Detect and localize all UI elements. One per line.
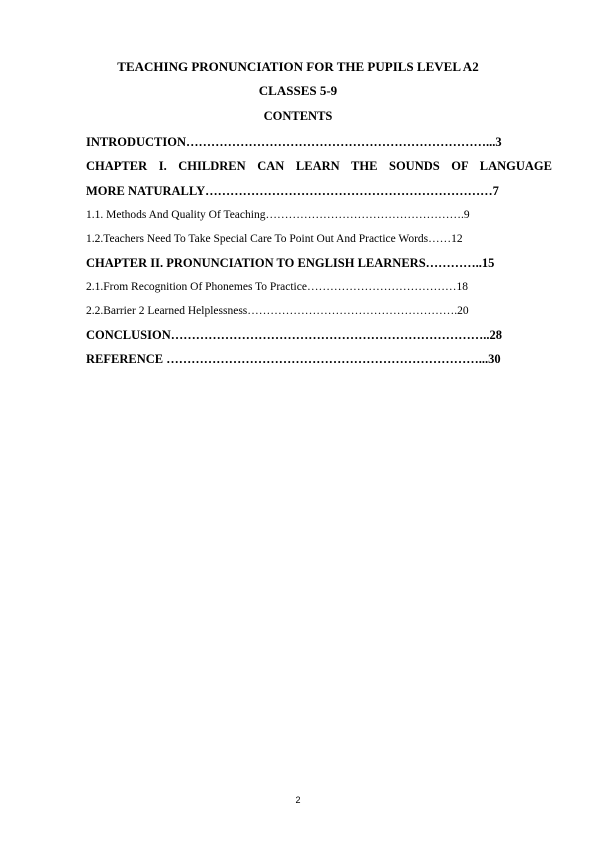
- toc-entry-section-2-2[interactable]: 2.2.Barrier 2 Learned Helplessness……………………………………………….20: [86, 305, 469, 317]
- document-subtitle: CLASSES 5-9: [258, 83, 338, 98]
- toc-entry-introduction[interactable]: INTRODUCTION………………………………………………………………...3: [86, 135, 502, 149]
- document-title: TEACHING PRONUNCIATION FOR THE PUPILS LEVEL A2: [117, 59, 479, 74]
- contents-heading: CONTENTS: [263, 109, 333, 123]
- toc-entry-chapter-1[interactable]: CHAPTER I. CHILDREN CAN LEARN THE SOUNDS OF LANGUAGE: [86, 159, 552, 173]
- toc-entry-reference[interactable]: REFERENCE …………………………………………………………………...30: [86, 352, 501, 366]
- toc-entry-section-1-1[interactable]: 1.1. Methods And Quality Of Teaching…………………………………………….9: [86, 209, 470, 221]
- page-number: 2: [295, 795, 301, 805]
- toc-entry-chapter-2[interactable]: CHAPTER II. PRONUNCIATION TO ENGLISH LEARNERS…………..15: [86, 256, 495, 270]
- toc-entry-conclusion[interactable]: CONCLUSION…………………………………………………………………..28: [86, 328, 502, 342]
- toc-entry-chapter-1-continued[interactable]: MORE NATURALLY……………………………………………………………7: [86, 184, 499, 198]
- toc-entry-section-1-2[interactable]: 1.2.Teachers Need To Take Special Care To Point Out And Practice Words……12: [86, 233, 463, 245]
- toc-entry-section-2-1[interactable]: 2.1.From Recognition Of Phonemes To Practice…………………………………18: [86, 281, 468, 293]
